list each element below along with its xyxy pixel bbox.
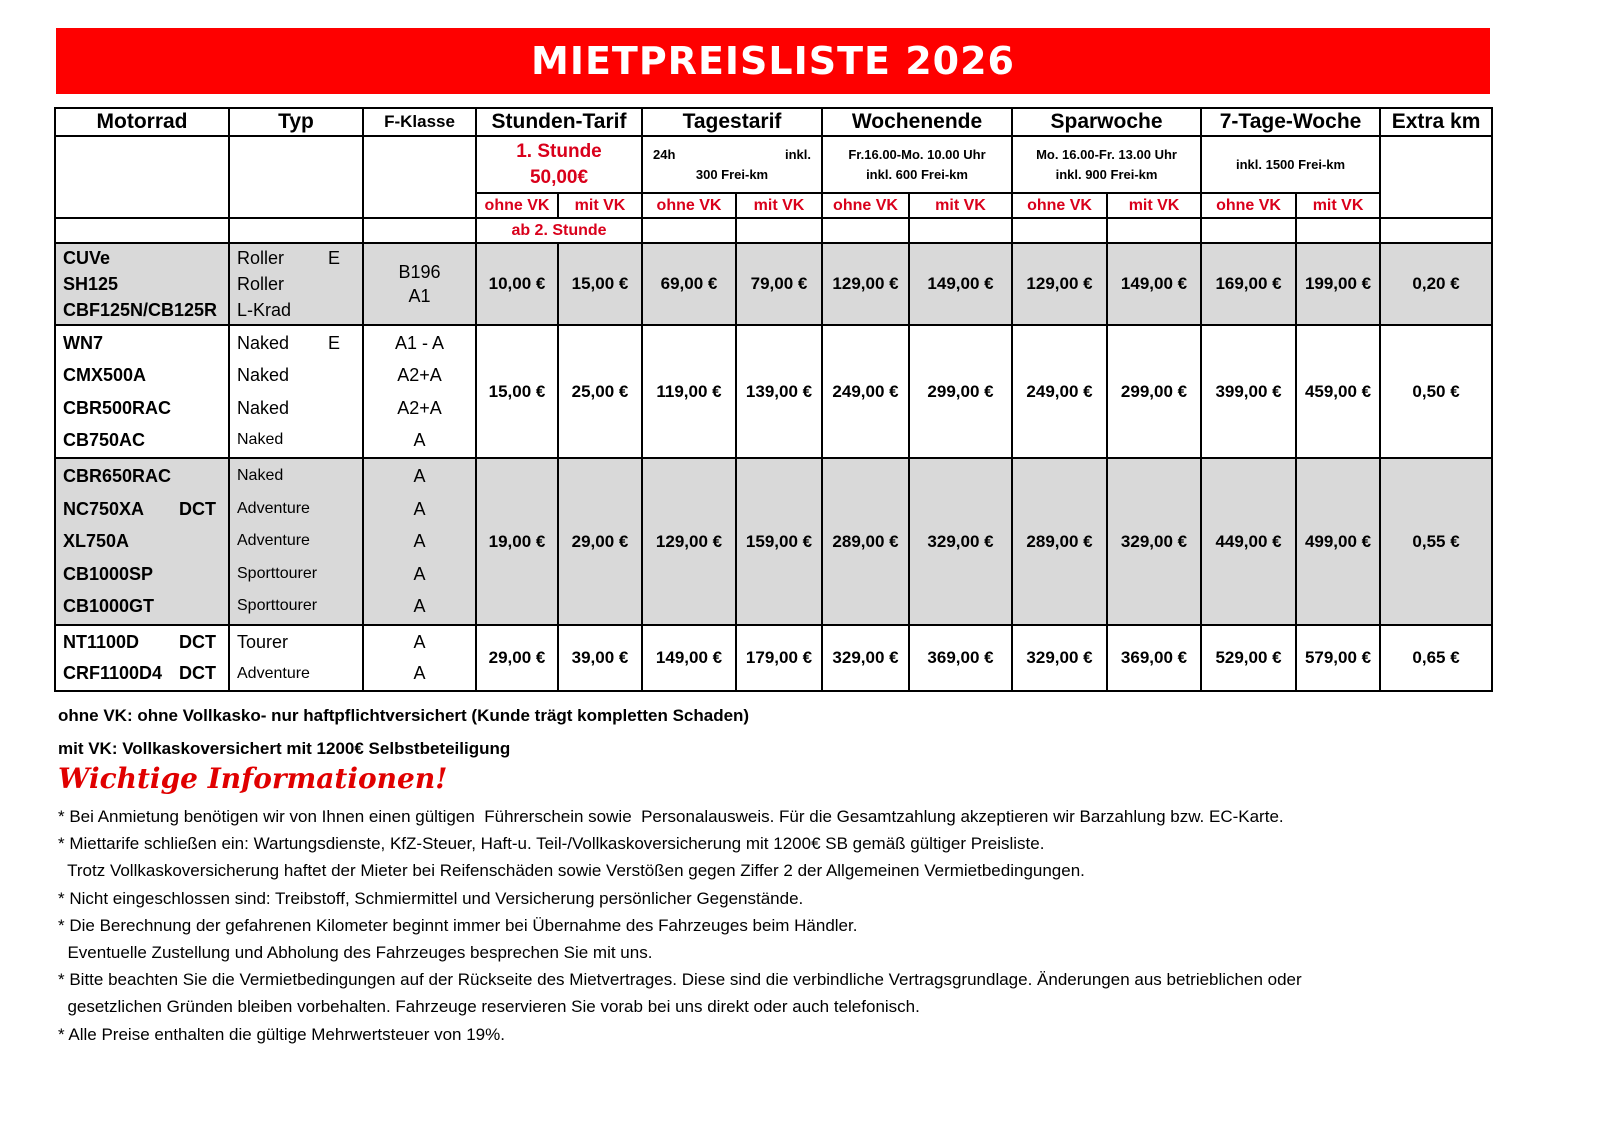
sparwoche-freikm: inkl. 900 Frei-km — [1055, 166, 1158, 182]
model-label: CB1000GT — [63, 596, 155, 617]
price-cell: 129,00 € — [642, 458, 736, 625]
model-name — [56, 271, 228, 297]
price-cell: 399,00 € — [1201, 325, 1296, 458]
siebentage-freikm: inkl. 1500 Frei-km — [1235, 156, 1346, 172]
legend-ohne-vk: ohne VK: ohne Vollkasko- nur haftpflichtversichert (Kunde trägt kompletten Schaden) — [58, 706, 750, 725]
header-extra-km: Extra km — [1380, 108, 1492, 136]
price-cell: 369,00 € — [909, 625, 1012, 691]
empty-cell — [822, 218, 909, 243]
model-name — [56, 460, 228, 493]
vk-mit-label: mit VK — [1296, 193, 1380, 218]
vehicle-type — [230, 392, 362, 424]
price-cell: 199,00 € — [1296, 243, 1380, 325]
header-tagestarif: Tagestarif — [642, 108, 822, 136]
price-table — [54, 107, 1493, 692]
price-cell: 19,00 € — [476, 458, 558, 625]
vehicle-group-row — [55, 625, 1492, 691]
license-class: A2+A — [397, 365, 442, 386]
sparwoche-time: Mo. 16.00-Fr. 13.00 Uhr — [1036, 146, 1177, 162]
model-name — [56, 493, 228, 526]
empty-cell — [1380, 218, 1492, 243]
price-cell: 10,00 € — [476, 243, 558, 325]
type-cell — [229, 625, 363, 691]
model-name — [56, 392, 228, 424]
model-cell — [55, 325, 229, 458]
type-label: L-Krad — [237, 300, 292, 320]
model-cell — [55, 625, 229, 691]
license-class: A — [413, 663, 426, 683]
price-cell: 289,00 € — [822, 458, 909, 625]
license-class: A — [413, 429, 426, 450]
info-line: Trotz Vollkaskoversicherung haftet der Mieter bei Reifenschäden sowie Verstößen gegen Ziffer 2 der Allgemeinen Vermietbedingungen. — [58, 861, 1085, 881]
model-name — [56, 245, 228, 271]
type-label: Adventure — [237, 665, 310, 682]
tages-conditions — [642, 136, 822, 193]
type-label: Sporttourer — [237, 564, 318, 582]
model-name — [56, 627, 228, 658]
empty-cell — [1107, 218, 1201, 243]
vehicle-type — [230, 590, 362, 623]
empty-cell — [909, 218, 1012, 243]
type-cell — [229, 458, 363, 625]
type-label: Roller — [237, 248, 285, 268]
type-label: Adventure — [237, 499, 310, 517]
extra-km-price: 0,55 € — [1380, 458, 1492, 625]
price-cell: 449,00 € — [1201, 458, 1296, 625]
price-cell: 39,00 € — [558, 625, 642, 691]
license-class: A2+A — [397, 397, 442, 418]
license-class: A1 — [408, 286, 431, 306]
type-label: Adventure — [237, 532, 310, 550]
empty-cell — [1296, 218, 1380, 243]
empty-cell — [1012, 218, 1107, 243]
model-name — [56, 558, 228, 591]
tages-freikm: 300 Frei-km — [695, 166, 769, 182]
price-cell: 149,00 € — [642, 625, 736, 691]
price-cell: 149,00 € — [909, 243, 1012, 325]
info-line: * Miettarife schließen ein: Wartungsdienste, KfZ-Steuer, Haft-u. Teil-/Vollkaskoversicherung mit 1200€ SB gemäß gültiger Preisliste. — [58, 834, 1045, 854]
vehicle-type — [230, 297, 362, 323]
vk-ohne-label: ohne VK — [1012, 193, 1107, 218]
price-cell: 159,00 € — [736, 458, 822, 625]
vk-ohne-label: ohne VK — [476, 193, 558, 218]
price-cell: 579,00 € — [1296, 625, 1380, 691]
header-typ: Typ — [229, 108, 363, 136]
tages-24h: 24h — [653, 146, 676, 162]
model-name — [56, 525, 228, 558]
price-cell: 329,00 € — [1107, 458, 1201, 625]
info-line: * Die Berechnung der gefahrenen Kilometer beginnt immer bei Übernahme des Fahrzeuges beim Händler. — [58, 915, 858, 935]
first-hour-label: 1. Stunde — [516, 140, 602, 162]
ab2-row — [55, 218, 1492, 243]
model-name — [56, 590, 228, 623]
model-label: NC750XA — [63, 498, 145, 519]
sparwoche-conditions — [1012, 136, 1201, 193]
vk-ohne-label: ohne VK — [822, 193, 909, 218]
tages-inkl: inkl. — [784, 146, 811, 162]
vehicle-type — [230, 658, 362, 689]
price-cell: 329,00 € — [909, 458, 1012, 625]
price-cell: 299,00 € — [909, 325, 1012, 458]
price-cell: 249,00 € — [822, 325, 909, 458]
type-label: Sporttourer — [237, 597, 318, 615]
model-name — [56, 658, 228, 689]
type-label: Naked — [237, 333, 290, 353]
info-line: * Bitte beachten Sie die Vermietbedingungen auf der Rückseite des Mietvertrages. Diese sind die verbindliche Vertragsgrundlage. Änderungen aus betrieblichen oder — [58, 970, 1302, 990]
model-label: CUVe — [63, 248, 111, 268]
license-class-cell — [363, 243, 476, 325]
price-cell: 29,00 € — [476, 625, 558, 691]
type-label: Naked — [237, 365, 290, 386]
transmission-label: DCT — [179, 632, 216, 652]
info-line: gesetzlichen Gründen bleiben vorbehalten. Fahrzeuge reservieren Sie vorab bei uns direkt oder auch telefonisch. — [58, 997, 920, 1017]
info-line: * Nicht eingeschlossen sind: Treibstoff, Schmiermittel und Versicherung persönlicher Gegenstände. — [58, 888, 804, 908]
empty-cell — [363, 136, 476, 218]
license-class: A — [413, 563, 426, 584]
header-stunden-tarif: Stunden-Tarif — [476, 108, 642, 136]
vk-mit-label: mit VK — [736, 193, 822, 218]
vehicle-type — [230, 525, 362, 558]
vehicle-type — [230, 460, 362, 493]
model-cell — [55, 243, 229, 325]
electric-badge: E — [327, 333, 340, 353]
license-class: A — [413, 466, 426, 487]
license-class: A — [413, 632, 426, 652]
wochenende-freikm: inkl. 600 Frei-km — [866, 166, 968, 182]
wochenende-time: Fr.16.00-Mo. 10.00 Uhr — [848, 146, 986, 162]
model-label: CB1000SP — [63, 563, 154, 584]
model-name — [56, 297, 228, 323]
price-cell: 329,00 € — [822, 625, 909, 691]
type-label: Naked — [237, 467, 284, 485]
stunden-first-hour — [476, 136, 642, 193]
extra-km-price: 0,65 € — [1380, 625, 1492, 691]
model-cell — [55, 458, 229, 625]
empty-cell — [55, 136, 229, 218]
price-cell: 329,00 € — [1012, 625, 1107, 691]
vehicle-type — [230, 424, 362, 456]
price-cell: 169,00 € — [1201, 243, 1296, 325]
empty-cell — [363, 218, 476, 243]
info-title: Wichtige Informationen! — [58, 762, 448, 795]
license-class: B196 — [398, 262, 441, 282]
license-class-cell — [363, 625, 476, 691]
from-second-hour-label: ab 2. Stunde — [476, 218, 642, 243]
header-7-tage-woche: 7-Tage-Woche — [1201, 108, 1380, 136]
model-label: NT1100D — [63, 632, 140, 652]
price-cell: 299,00 € — [1107, 325, 1201, 458]
vehicle-type — [230, 493, 362, 526]
model-label: XL750A — [63, 531, 130, 552]
license-class-cell — [363, 325, 476, 458]
price-cell: 79,00 € — [736, 243, 822, 325]
empty-cell — [229, 136, 363, 218]
type-cell — [229, 243, 363, 325]
extra-km-price: 0,50 € — [1380, 325, 1492, 458]
electric-badge: E — [327, 248, 340, 268]
price-cell: 369,00 € — [1107, 625, 1201, 691]
model-name — [56, 424, 228, 456]
transmission-label: DCT — [179, 663, 216, 683]
license-class: A — [413, 531, 426, 552]
price-cell: 499,00 € — [1296, 458, 1380, 625]
vehicle-type — [230, 627, 362, 658]
vk-mit-label: mit VK — [909, 193, 1012, 218]
vehicle-type — [230, 245, 362, 271]
type-label: Roller — [237, 274, 285, 294]
model-label: CBR500RAC — [63, 397, 172, 418]
license-class: A — [413, 596, 426, 617]
title-banner — [56, 28, 1490, 94]
model-name — [56, 327, 228, 359]
price-cell: 149,00 € — [1107, 243, 1201, 325]
first-hour-price: 50,00€ — [529, 166, 589, 188]
price-cell: 129,00 € — [822, 243, 909, 325]
model-label: CMX500A — [63, 365, 147, 386]
vk-ohne-label: ohne VK — [642, 193, 736, 218]
legend-mit-vk: mit VK: Vollkaskoversichert mit 1200€ Selbstbeteiligung — [58, 739, 511, 758]
empty-cell — [229, 218, 363, 243]
vehicle-type — [230, 271, 362, 297]
model-label: WN7 — [63, 333, 103, 353]
model-label: CBF125N/CB125R — [63, 300, 218, 320]
type-label: Naked — [237, 430, 284, 448]
price-cell: 529,00 € — [1201, 625, 1296, 691]
model-label: CRF1100D4 — [63, 663, 163, 683]
vk-ohne-label: ohne VK — [1201, 193, 1296, 218]
price-cell: 15,00 € — [476, 325, 558, 458]
header-fklasse: F-Klasse — [363, 108, 476, 136]
vehicle-type — [230, 558, 362, 591]
model-name — [56, 359, 228, 391]
vehicle-type — [230, 359, 362, 391]
vk-mit-label: mit VK — [558, 193, 642, 218]
price-cell: 139,00 € — [736, 325, 822, 458]
vehicle-group-row — [55, 458, 1492, 625]
vehicle-group-row — [55, 325, 1492, 458]
header-sparwoche: Sparwoche — [1012, 108, 1201, 136]
price-cell: 129,00 € — [1012, 243, 1107, 325]
siebentage-conditions — [1201, 136, 1380, 193]
price-cell: 15,00 € — [558, 243, 642, 325]
model-label: CBR650RAC — [63, 466, 172, 487]
vehicle-type — [230, 327, 362, 359]
info-line: Eventuelle Zustellung und Abholung des Fahrzeuges besprechen Sie mit uns. — [58, 943, 653, 963]
header-wochenende: Wochenende — [822, 108, 1012, 136]
extra-km-price: 0,20 € — [1380, 243, 1492, 325]
price-cell: 25,00 € — [558, 325, 642, 458]
page-title: MIETPREISLISTE 2026 — [531, 39, 1015, 83]
type-cell — [229, 325, 363, 458]
info-list — [58, 803, 1302, 1048]
model-label: CB750AC — [63, 429, 146, 450]
type-label: Tourer — [237, 632, 289, 652]
price-cell: 179,00 € — [736, 625, 822, 691]
price-cell: 289,00 € — [1012, 458, 1107, 625]
price-cell: 29,00 € — [558, 458, 642, 625]
empty-cell — [1201, 218, 1296, 243]
empty-cell — [736, 218, 822, 243]
vk-mit-label: mit VK — [1107, 193, 1201, 218]
empty-cell — [55, 218, 229, 243]
empty-cell — [642, 218, 736, 243]
price-cell: 459,00 € — [1296, 325, 1380, 458]
vehicle-group-row — [55, 243, 1492, 325]
license-class: A1 - A — [394, 333, 445, 353]
price-cell: 69,00 € — [642, 243, 736, 325]
info-line: * Alle Preise enthalten die gültige Mehrwertsteuer von 19%. — [58, 1024, 505, 1044]
transmission-label: DCT — [179, 498, 216, 519]
wochenende-conditions — [822, 136, 1012, 193]
license-class-cell — [363, 458, 476, 625]
license-class: A — [413, 498, 426, 519]
empty-cell — [1380, 136, 1492, 218]
info-line: * Bei Anmietung benötigen wir von Ihnen einen gültigen Führerschein sowie Personalausweis. Für die Gesamtzahlung akzeptieren wir Barzahlung bzw. EC-Karte. — [58, 807, 1284, 826]
subheader-row — [55, 136, 1492, 193]
header-motorrad: Motorrad — [55, 108, 229, 136]
model-label: SH125 — [63, 274, 119, 294]
price-cell: 119,00 € — [642, 325, 736, 458]
type-label: Naked — [237, 397, 290, 418]
header-row — [55, 108, 1492, 136]
price-cell: 249,00 € — [1012, 325, 1107, 458]
